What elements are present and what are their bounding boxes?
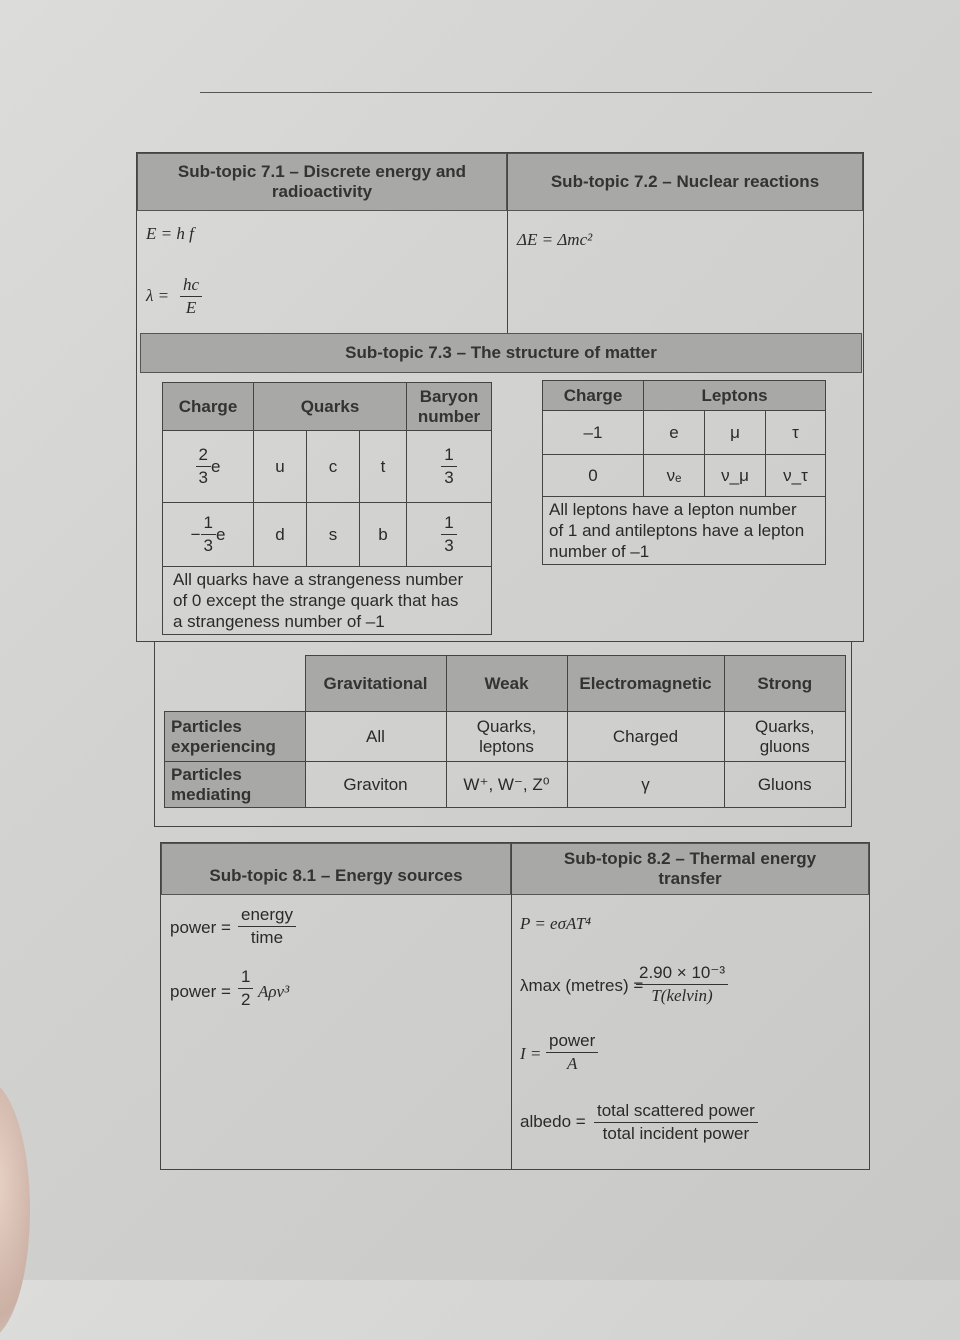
leptons-leptons-header: Leptons <box>644 381 826 411</box>
force-em-header: Electromagnetic <box>567 656 724 712</box>
wind-power-fraction <box>238 966 253 1011</box>
intensity-lhs: I = <box>520 1044 542 1063</box>
wavelength-lhs: λ = <box>146 286 170 305</box>
wien-den: T(kelvin) <box>651 986 713 1005</box>
quarks-baryon-header: Baryon number <box>407 383 492 431</box>
quarks-charge-header: Charge <box>163 383 254 431</box>
subtopic-8-1-title: Sub-topic 8.1 – Energy sources <box>209 866 463 885</box>
wind-power-num: 1 <box>238 966 253 989</box>
quark-baryon-cell <box>407 503 492 567</box>
wind-power-lhs: power = <box>170 982 231 1001</box>
leptons-note-line: of 1 and antileptons have a lepton <box>549 521 805 540</box>
force-strong-header: Strong <box>724 656 846 712</box>
subtopic-8-1-header <box>161 843 511 895</box>
quarks-note-line: a strangeness number of –1 <box>173 612 385 631</box>
leptons-note-cell <box>543 497 826 565</box>
quark-charge-cell <box>163 431 254 503</box>
intensity-fraction <box>546 1030 598 1075</box>
intensity-num: power <box>546 1030 598 1053</box>
forces-table <box>164 655 846 808</box>
quark-baryon-fraction <box>441 444 456 489</box>
wind-power-den: 2 <box>241 990 251 1009</box>
subtopic-7-2-title: Sub-topic 7.2 – Nuclear reactions <box>550 172 820 191</box>
quarks-note-cell <box>163 567 492 635</box>
wien-fraction <box>636 962 728 1007</box>
mass-energy-equation: ΔE = Δmc² <box>517 230 593 249</box>
quark-charge-unit: e <box>211 456 221 476</box>
mediating-weak: W⁺, W⁻, Z⁰ <box>446 762 567 808</box>
lepton-charge-cell: –1 <box>543 411 644 455</box>
intensity-den: A <box>566 1054 578 1073</box>
wavelength-denominator: E <box>185 298 197 317</box>
neutrino-e: νₑ <box>644 455 705 497</box>
quark-charge-sign: − <box>190 524 201 544</box>
quark-d: d <box>254 503 307 567</box>
quark-baryon-fraction <box>441 512 456 557</box>
quarks-note-line: All quarks have a strangeness number <box>173 570 464 589</box>
subtopic-7-3-title: Sub-topic 7.3 – The structure of matter <box>345 343 657 362</box>
mediating-em: γ <box>567 762 724 808</box>
experiencing-weak: Quarks, leptons <box>446 712 567 762</box>
quark-b: b <box>360 503 407 567</box>
leptons-charge-header: Charge <box>543 381 644 411</box>
power-energy-fraction <box>238 904 296 949</box>
quark-baryon-den: 3 <box>444 468 454 487</box>
albedo-lhs: albedo = <box>520 1112 586 1131</box>
subtopic-7-2-header <box>507 153 863 211</box>
subtopic-7-1-header <box>137 153 507 211</box>
mediating-gravitational: Graviton <box>305 762 446 808</box>
experiencing-em: Charged <box>567 712 724 762</box>
lepton-tau: τ <box>766 411 826 455</box>
row-label-mediating: Particles mediating <box>165 762 306 808</box>
quark-charge-fraction <box>196 444 211 489</box>
forces-corner <box>165 656 306 712</box>
lepton-e: e <box>644 411 705 455</box>
experiencing-gravitational: All <box>305 712 446 762</box>
power-energy-den: time <box>250 928 284 947</box>
neutrino-tau: ν_τ <box>766 455 826 497</box>
quark-charge-den: 3 <box>203 536 213 555</box>
albedo-fraction <box>594 1100 758 1145</box>
quark-c: c <box>307 431 360 503</box>
experiencing-strong: Quarks, gluons <box>724 712 846 762</box>
albedo-num: total scattered power <box>594 1100 758 1123</box>
albedo-den: total incident power <box>602 1124 750 1143</box>
lepton-mu: μ <box>705 411 766 455</box>
quark-u: u <box>254 431 307 503</box>
quark-charge-num: 1 <box>201 512 216 535</box>
leptons-note-line: All leptons have a lepton number <box>549 500 797 519</box>
quark-s: s <box>307 503 360 567</box>
quark-baryon-num: 1 <box>441 444 456 467</box>
leptons-note-line: number of –1 <box>549 542 650 561</box>
quarks-table <box>162 382 492 635</box>
lepton-charge-cell: 0 <box>543 455 644 497</box>
quark-charge-den: 3 <box>198 468 208 487</box>
subtopic-7-1-title: Sub-topic 7.1 – Discrete energy and radioactivity <box>177 162 467 201</box>
quark-charge-fraction <box>201 512 216 557</box>
power-energy-lhs: power = <box>170 918 231 937</box>
photon-energy-equation: E = h f <box>146 224 194 243</box>
wien-lhs: λmax (metres) = <box>520 976 644 995</box>
force-gravitational-header: Gravitational <box>305 656 446 712</box>
wavelength-fraction <box>180 274 202 319</box>
subtopic-7-3-header <box>140 333 862 373</box>
mediating-strong: Gluons <box>724 762 846 808</box>
quarks-note-line: of 0 except the strange quark that has <box>173 591 459 610</box>
wind-power-rhs: Aρv³ <box>258 982 290 1001</box>
stefan-boltzmann-equation: P = eσAT⁴ <box>520 914 592 933</box>
divider-8-1-8-2 <box>511 843 512 1169</box>
wien-num: 2.90 × 10⁻³ <box>636 962 728 985</box>
quark-charge-unit: e <box>215 524 226 544</box>
neutrino-mu: ν_μ <box>705 455 766 497</box>
quarks-quarks-header: Quarks <box>254 383 407 431</box>
quark-charge-cell <box>163 503 254 567</box>
subtopic-8-2-title: Sub-topic 8.2 – Thermal energy transfer <box>563 849 817 888</box>
quark-baryon-num: 1 <box>441 512 456 535</box>
power-energy-num: energy <box>238 904 296 927</box>
quark-baryon-den: 3 <box>444 536 454 555</box>
finger-edge <box>0 1080 30 1340</box>
quark-baryon-cell <box>407 431 492 503</box>
page-top-rule <box>200 92 872 93</box>
quark-charge-num: 2 <box>196 444 211 467</box>
row-label-experiencing: Particles experiencing <box>165 712 306 762</box>
subtopic-8-2-header <box>511 843 869 895</box>
leptons-table <box>542 380 826 565</box>
quark-t: t <box>360 431 407 503</box>
wavelength-numerator: hc <box>180 274 202 297</box>
divider-7-1-7-2 <box>507 153 508 333</box>
force-weak-header: Weak <box>446 656 567 712</box>
